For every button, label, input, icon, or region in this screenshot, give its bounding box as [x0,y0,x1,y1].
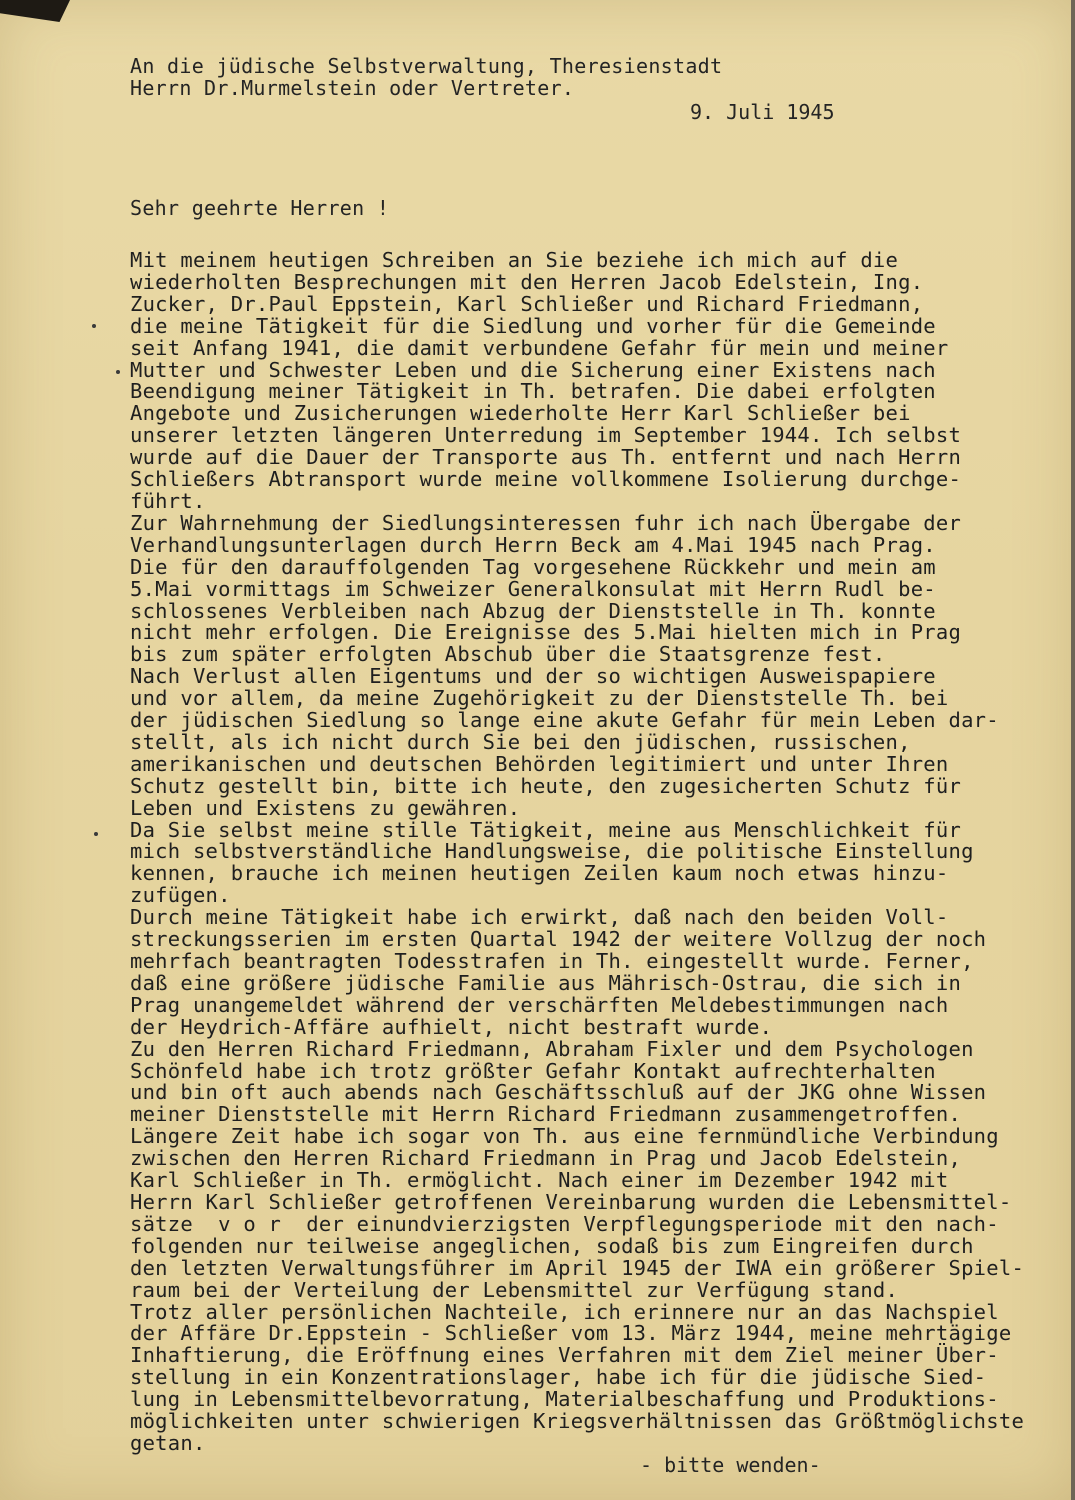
body-line: sätze v o r der einundvierzigsten Verpflegungsperiode mit den nach- [130,1211,999,1236]
body-line: raum bei der Verteilung der Lebensmittel zur Verfügung stand. [130,1277,899,1302]
margin-mark [94,832,98,836]
body-line: folgenden nur teilweise angeglichen, sodaß bis zum Eingreifen durch [130,1233,974,1258]
please-turn-note: - bitte wenden- [640,1453,821,1477]
body-line: Zucker, Dr.Paul Eppstein, Karl Schließer und Richard Friedmann, [130,291,924,316]
margin-mark [116,370,120,374]
body-line: Nach Verlust allen Eigentums und der so wichtigen Ausweispapiere [130,664,936,689]
body-line: Inhaftierung, die Eröffnung eines Verfahren mit dem Ziel meiner Über- [130,1343,999,1368]
body-line: und vor allem, da meine Zugehörigkeit zu der Dienststelle Th. bei [130,686,949,711]
body-line: bis zum später erfolgten Abschub über die Staatsgrenze fest. [130,642,886,667]
body-line: Längere Zeit habe ich sogar von Th. aus eine fernmündliche Verbindung [130,1124,999,1149]
body-line: der Affäre Dr.Eppstein - Schließer vom 13. März 1944, meine mehrtägige [130,1321,1012,1346]
body-line: 5.Mai vormittags im Schweizer Generalkonsulat mit Herrn Rudl be- [130,576,936,601]
body-line: stellt, als ich nicht durch Sie bei den jüdischen, russischen, [130,729,911,754]
body-line: mehrfach beantragten Todesstrafen in Th. eingestellt wurde. Ferner, [130,949,974,973]
body-line: Angebote und Zusicherungen wiederholte Herr Karl Schließer bei [130,401,911,426]
salutation: Sehr geehrte Herren ! [130,196,390,220]
body-line: Prag unangemeldet während der verschärften Meldebestimmungen nach [130,992,949,1017]
body-line: führt. [130,488,206,513]
body-line: seit Anfang 1941, die damit verbundene Gefahr für mein und meiner [130,335,949,360]
torn-corner [0,0,70,22]
body-line: Mit meinem heutigen Schreiben an Sie beziehe ich mich auf die [130,248,899,272]
body-line: wiederholten Besprechungen mit den Herren Jacob Edelstein, Ing. [130,269,924,294]
body-line: die meine Tätigkeit für die Siedlung und vorher für die Gemeinde [130,313,936,338]
body-line: Trotz aller persönlichen Nachteile, ich erinnere nur an das Nachspiel [130,1299,999,1324]
letter-body [130,250,1030,1455]
body-line: Da Sie selbst meine stille Tätigkeit, meine aus Menschlichkeit für [130,817,962,842]
body-line: schlossenes Verbleiben nach Abzug der Dienststelle in Th. konnte [130,598,936,623]
address-line-2: Herrn Dr.Murmelstein oder Vertreter. [130,76,575,100]
body-line: Beendigung meiner Tätigkeit in Th. betrafen. Die dabei erfolgten [130,379,936,404]
page-edge [1071,0,1075,1500]
body-line: kennen, brauche ich meinen heutigen Zeilen kaum noch etwas hinzu- [130,861,949,886]
body-line: Die für den darauffolgenden Tag vorgesehene Rückkehr und mein am [130,554,936,579]
body-line: amerikanischen und deutschen Behörden legitimiert und unter Ihren [130,751,949,776]
body-line: stellung in ein Konzentrationslager, habe ich für die jüdische Sied- [130,1365,987,1390]
body-line: unserer letzten längeren Unterredung im September 1944. Ich selbst [130,423,962,448]
body-line: daß eine größere jüdische Familie aus Mährisch-Ostrau, die sich in [130,970,962,995]
body-line: wurde auf die Dauer der Transporte aus Th. entfernt und nach Herrn [130,445,962,470]
body-line: den letzten Verwaltungsführer im April 1945 der IWA ein größerer Spiel- [130,1255,1025,1280]
body-line: der jüdischen Siedlung so lange eine akute Gefahr für mein Leben dar- [130,708,999,733]
body-line: der Heydrich-Affäre aufhielt, nicht bestraft wurde. [130,1014,773,1039]
body-line: Leben und Existens zu gewähren. [130,795,521,820]
body-line: mich selbstverständliche Handlungsweise, die politische Einstellung [130,839,974,864]
body-line: und bin oft auch abends nach Geschäftsschluß auf der JKG ohne Wissen [130,1080,987,1105]
body-line: Mutter und Schwester Leben und die Sicherung einer Existens nach [130,357,936,382]
body-line: Schutz gestellt bin, bitte ich heute, den zugesicherten Schutz für [130,773,962,798]
body-line: meiner Dienststelle mit Herrn Richard Friedmann zusammengetroffen. [130,1102,962,1127]
body-line: zufügen. [130,883,231,908]
body-line: Schönfeld habe ich trotz größter Gefahr Kontakt aufrechterhalten [130,1058,936,1083]
body-line: möglichkeiten unter schwierigen Kriegsverhältnissen das Größtmöglichste [130,1409,1025,1434]
body-line: Zur Wahrnehmung der Siedlungsinteressen fuhr ich nach Übergabe der [130,510,962,535]
letter-date: 9. Juli 1945 [690,100,835,124]
body-line: lung in Lebensmittelbevorratung, Materialbeschaffung und Produktions- [130,1387,999,1412]
body-line: Zu den Herren Richard Friedmann, Abraham Fixler und dem Psychologen [130,1036,974,1061]
body-line: Herrn Karl Schließer getroffenen Vereinbarung wurden die Lebensmittel- [130,1189,1012,1214]
body-line: Schließers Abtransport wurde meine vollkommene Isolierung durchge- [130,467,962,492]
body-line: zwischen den Herren Richard Friedmann in Prag und Jacob Edelstein, [130,1146,962,1171]
body-line: Durch meine Tätigkeit habe ich erwirkt, daß nach den beiden Voll- [130,905,949,930]
body-line: nicht mehr erfolgen. Die Ereignisse des 5.Mai hielten mich in Prag [130,620,962,645]
body-line: getan. [130,1430,206,1455]
address-line-1: An die jüdische Selbstverwaltung, Theresienstadt [130,54,723,78]
body-line: Verhandlungsunterlagen durch Herrn Beck am 4.Mai 1945 nach Prag. [130,532,936,557]
body-line: streckungsserien im ersten Quartal 1942 der weitere Vollzug der noch [130,927,987,952]
body-line: Karl Schließer in Th. ermöglicht. Nach einer im Dezember 1942 mit [130,1168,949,1193]
margin-mark [92,324,96,328]
